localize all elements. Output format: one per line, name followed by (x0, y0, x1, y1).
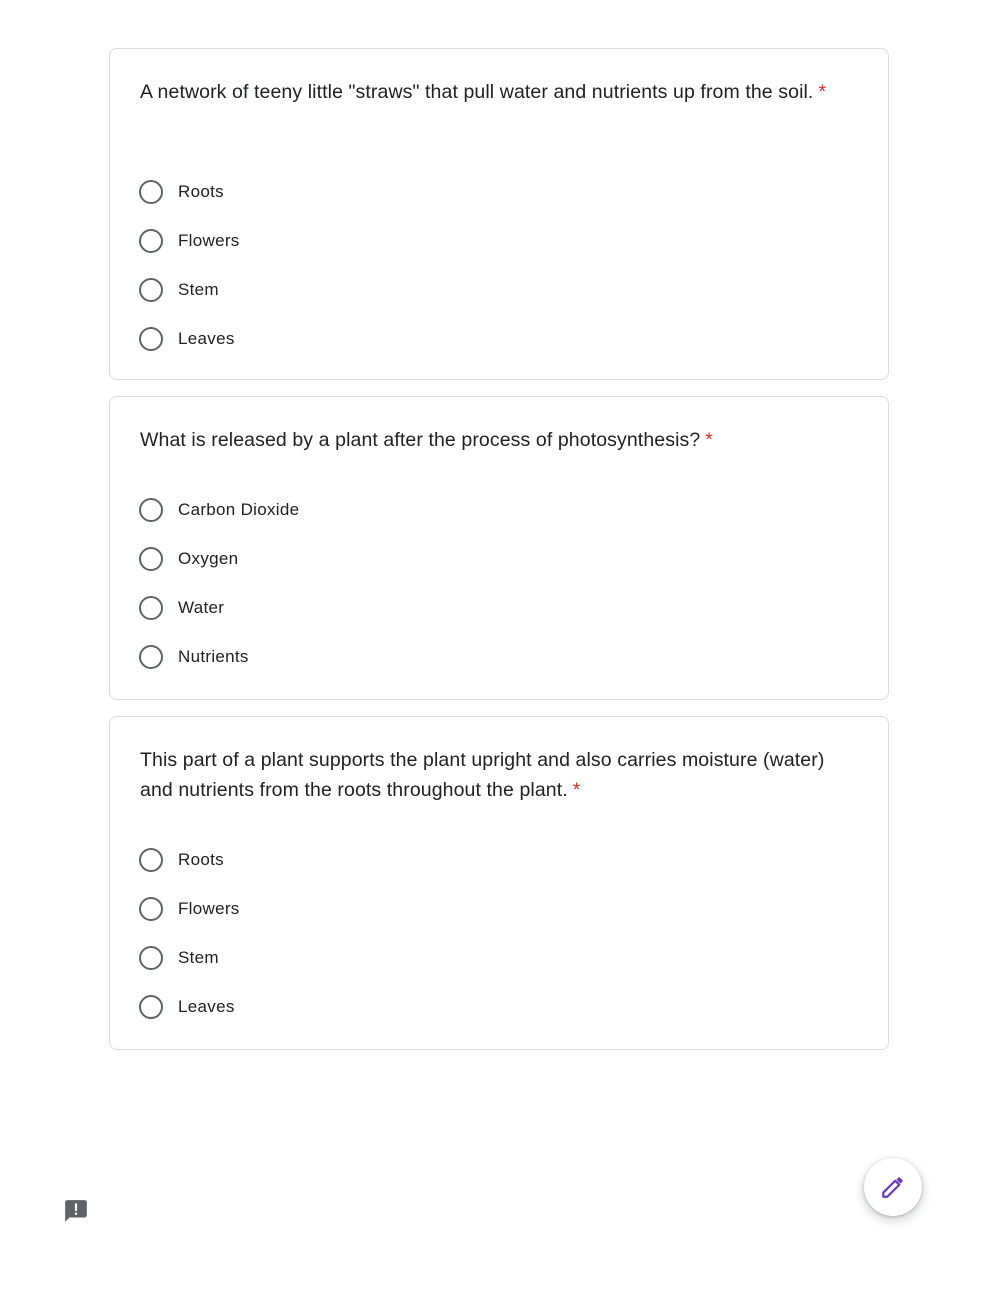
question-card-2 (109, 396, 889, 700)
option-label: Roots (178, 849, 224, 869)
radio-button[interactable] (139, 498, 163, 522)
radio-option-stem[interactable] (139, 933, 240, 982)
radio-option-leaves[interactable] (139, 982, 240, 1031)
option-label: Nutrients (178, 646, 249, 666)
radio-option-roots[interactable] (139, 835, 240, 884)
required-asterisk: * (705, 429, 713, 451)
radio-group-3 (139, 835, 240, 1031)
radio-group-2 (139, 485, 299, 681)
radio-option-flowers[interactable] (139, 884, 240, 933)
radio-button[interactable] (139, 995, 163, 1019)
pencil-edit-icon (880, 1174, 906, 1200)
radio-button[interactable] (139, 327, 163, 351)
radio-group-1 (139, 167, 240, 363)
question-text: This part of a plant supports the plant upright and also carries moisture (water) and nutrients from the roots throughout the plant. (140, 749, 825, 801)
question-text: A network of teeny little "straws" that pull water and nutrients up from the soil. (140, 81, 814, 103)
option-label: Roots (178, 181, 224, 201)
feedback-glyph (63, 1198, 89, 1224)
radio-option-carbon-dioxide[interactable] (139, 485, 299, 534)
radio-button[interactable] (139, 278, 163, 302)
question-text: What is released by a plant after the process of photosynthesis? (140, 429, 701, 451)
option-label: Carbon Dioxide (178, 499, 300, 519)
radio-option-oxygen[interactable] (139, 534, 299, 583)
radio-button[interactable] (139, 645, 163, 669)
option-label: Water (178, 597, 225, 617)
option-label: Leaves (178, 996, 235, 1016)
option-label: Flowers (178, 898, 240, 918)
radio-button[interactable] (139, 848, 163, 872)
radio-option-water[interactable] (139, 583, 299, 632)
required-asterisk: * (818, 81, 827, 103)
question-title-2 (140, 425, 858, 455)
radio-option-roots[interactable] (139, 167, 240, 216)
radio-button[interactable] (139, 229, 163, 253)
option-label: Oxygen (178, 548, 239, 568)
radio-option-nutrients[interactable] (139, 632, 299, 681)
radio-button[interactable] (139, 897, 163, 921)
radio-option-flowers[interactable] (139, 216, 240, 265)
option-label: Stem (178, 279, 219, 299)
radio-button[interactable] (139, 180, 163, 204)
question-title-3 (140, 745, 858, 805)
radio-button[interactable] (139, 596, 163, 620)
required-asterisk: * (572, 779, 581, 801)
option-label: Leaves (178, 328, 235, 348)
question-card-1 (109, 48, 889, 380)
radio-button[interactable] (139, 946, 163, 970)
question-card-3 (109, 716, 889, 1050)
option-label: Stem (178, 947, 219, 967)
radio-option-stem[interactable] (139, 265, 240, 314)
question-title-1 (140, 77, 858, 107)
edit-fab-button[interactable] (864, 1158, 922, 1216)
radio-option-leaves[interactable] (139, 314, 240, 363)
option-label: Flowers (178, 230, 240, 250)
report-feedback-icon[interactable] (63, 1198, 89, 1224)
radio-button[interactable] (139, 547, 163, 571)
